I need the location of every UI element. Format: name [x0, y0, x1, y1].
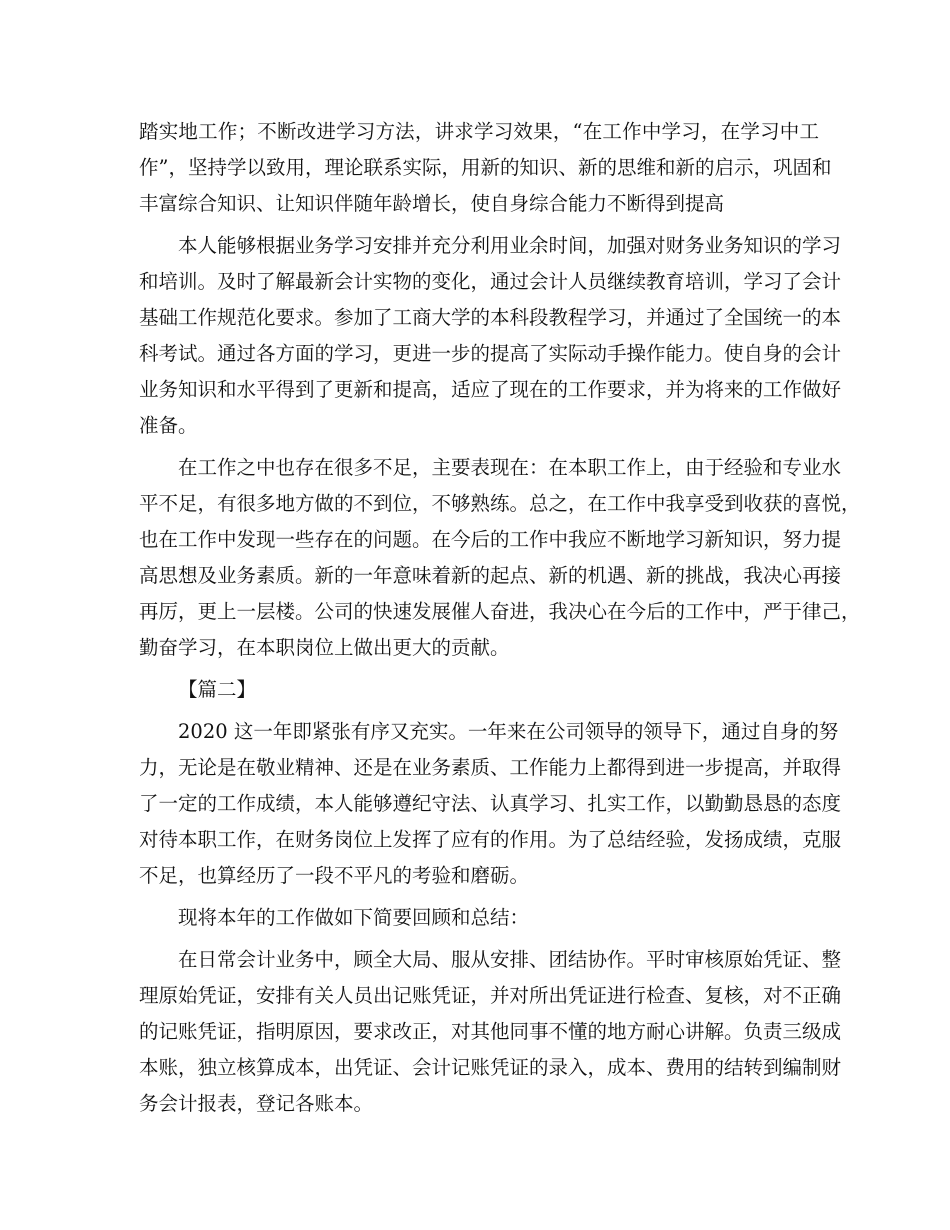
text-line: 再厉，更上一层楼。公司的快速发展催人奋进，我决心在今后的工作中，严于律己， [139, 600, 861, 623]
section-heading [139, 672, 819, 708]
text-line: 力，无论是在敬业精神、还是在业务素质、工作能力上都得到进一步提高，并取得 [139, 756, 842, 779]
text-line: 的记账凭证，指明原因，要求改正，对其他同事不懂的地方耐心讲解。负责三级成 [139, 1020, 842, 1043]
text-line: 也在工作中发现一些存在的问题。在今后的工作中我应不断地学习新知识，努力提 [139, 528, 842, 551]
text-line: 科考试。通过各方面的学习，更进一步的提高了实际动手操作能力。使自身的会计 [139, 342, 842, 365]
text-line: 踏实地工作；不断改进学习方法，讲求学习效果，“在工作中学习，在学习中工 [139, 120, 819, 143]
text-line: 准备。 [139, 414, 198, 437]
section-heading-text: 【篇二】 [178, 678, 257, 701]
text-line: 丰富综合知识、让知识伴随年龄增长，使自身综合能力不断得到提高 [139, 192, 725, 215]
text-line: 2020 这一年即紧张有序又充实。一年来在公司领导的领导下，通过自身的努 [178, 720, 839, 743]
text-line: 平不足，有很多地方做的不到位，不够熟练。总之，在工作中我享受到收获的喜悦， [139, 492, 861, 515]
text-line: 本账，独立核算成本，出凭证、会计记账凭证的录入，成本、费用的结转到编制财 [139, 1056, 842, 1079]
document-body [139, 114, 861, 1122]
text-line: 不足，也算经历了一段不平凡的考验和磨砺。 [139, 864, 530, 887]
text-line: 勤奋学习，在本职岗位上做出更大的贡献。 [139, 636, 510, 659]
text-line: 理原始凭证，安排有关人员出记账凭证，并对所出凭证进行检查、复核，对不正确 [139, 984, 842, 1007]
paragraph-2 [139, 228, 842, 444]
paragraph-6 [139, 942, 842, 1122]
text-line: 对待本职工作，在财务岗位上发挥了应有的作用。为了总结经验，发扬成绩，克服 [139, 828, 842, 851]
text-line: 本人能够根据业务学习安排并充分利用业余时间，加强对财务业务知识的学习 [178, 234, 842, 257]
text-line: 务会计报表，登记各账本。 [139, 1092, 374, 1115]
text-line: 现将本年的工作做如下简要回顾和总结： [178, 906, 530, 929]
text-line: 在日常会计业务中，顾全大局、服从安排、团结协作。平时审核原始凭证、整 [178, 948, 842, 971]
text-line: 和培训。及时了解最新会计实物的变化，通过会计人员继续教育培训，学习了会计 [139, 270, 842, 293]
text-line: 在工作之中也存在很多不足，主要表现在：在本职工作上，由于经验和专业水 [178, 456, 842, 479]
paragraph-5 [139, 900, 819, 936]
text-line: 作”，坚持学以致用，理论联系实际，用新的知识、新的思维和新的启示，巩固和 [139, 156, 832, 179]
paragraph-4 [139, 714, 842, 894]
text-line: 了一定的工作成绩，本人能够遵纪守法、认真学习、扎实工作，以勤勤恳恳的态度 [139, 792, 842, 815]
text-line: 高思想及业务素质。新的一年意味着新的起点、新的机遇、新的挑战，我决心再接 [139, 564, 842, 587]
text-line: 基础工作规范化要求。参加了工商大学的本科段教程学习，并通过了全国统一的本 [139, 306, 842, 329]
paragraph-1 [139, 114, 832, 222]
paragraph-3 [139, 450, 861, 666]
text-line: 业务知识和水平得到了更新和提高，适应了现在的工作要求，并为将来的工作做好 [139, 378, 842, 401]
